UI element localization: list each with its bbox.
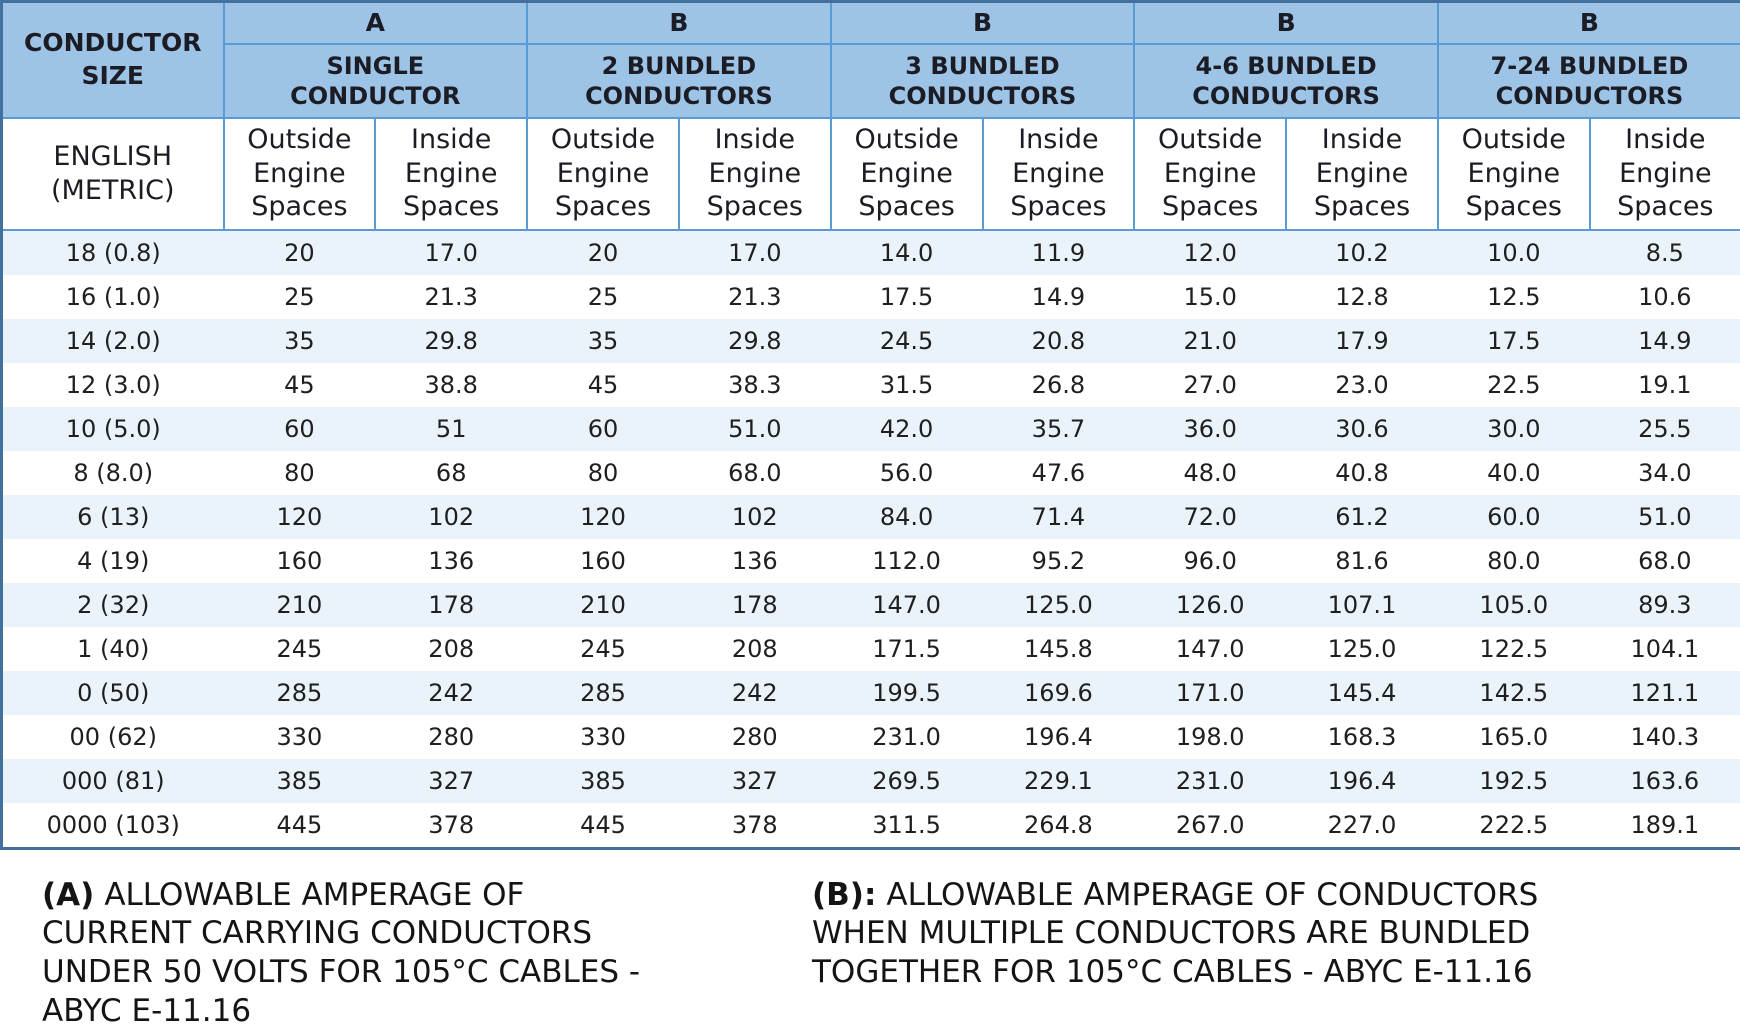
footnote-b-prefix: (B):	[812, 877, 876, 913]
amperage-cell: 147.0	[831, 583, 983, 627]
amperage-cell: 12.0	[1134, 230, 1286, 275]
amperage-cell: 171.5	[831, 627, 983, 671]
footnote-a-prefix: (A)	[42, 877, 94, 913]
amperage-cell: 125.0	[983, 583, 1135, 627]
amperage-cell: 140.3	[1590, 715, 1740, 759]
amperage-cell: 163.6	[1590, 759, 1740, 803]
amperage-cell: 21.3	[679, 275, 831, 319]
amperage-cell: 280	[375, 715, 527, 759]
table-row	[2, 230, 1740, 275]
amperage-cell: 29.8	[679, 319, 831, 363]
amperage-cell: 19.1	[1590, 363, 1740, 407]
sub-header-4-outside: Outside Engine Spaces	[1134, 118, 1286, 230]
amperage-cell: 47.6	[983, 451, 1135, 495]
amperage-cell: 210	[527, 583, 679, 627]
table-row	[2, 407, 1740, 451]
footnote-a	[42, 876, 682, 1031]
amperage-cell: 38.8	[375, 363, 527, 407]
amperage-cell: 17.5	[1438, 319, 1590, 363]
amperage-cell: 120	[224, 495, 376, 539]
amperage-cell: 120	[527, 495, 679, 539]
amperage-cell: 40.0	[1438, 451, 1590, 495]
amperage-cell: 12.5	[1438, 275, 1590, 319]
table-row	[2, 539, 1740, 583]
amperage-cell: 107.1	[1286, 583, 1438, 627]
amperage-cell: 25	[527, 275, 679, 319]
amperage-cell: 80	[527, 451, 679, 495]
group-letter-4: B	[1134, 2, 1438, 44]
amperage-cell: 40.8	[1286, 451, 1438, 495]
table-row	[2, 715, 1740, 759]
amperage-cell: 210	[224, 583, 376, 627]
amperage-cell: 45	[224, 363, 376, 407]
amperage-cell: 311.5	[831, 803, 983, 849]
amperage-cell: 68.0	[679, 451, 831, 495]
amperage-cell: 10.2	[1286, 230, 1438, 275]
amperage-cell: 11.9	[983, 230, 1135, 275]
amperage-cell: 72.0	[1134, 495, 1286, 539]
amperage-cell: 327	[375, 759, 527, 803]
conductor-size-cell: 2 (32)	[2, 583, 224, 627]
amperage-cell: 21.0	[1134, 319, 1286, 363]
sub-header-2-outside: Outside Engine Spaces	[527, 118, 679, 230]
amperage-cell: 136	[679, 539, 831, 583]
group-name-4: 4-6 BUNDLED CONDUCTORS	[1134, 44, 1438, 118]
amperage-cell: 189.1	[1590, 803, 1740, 849]
amperage-cell: 199.5	[831, 671, 983, 715]
amperage-cell: 245	[527, 627, 679, 671]
amperage-cell: 89.3	[1590, 583, 1740, 627]
amperage-cell: 56.0	[831, 451, 983, 495]
amperage-cell: 231.0	[1134, 759, 1286, 803]
amperage-cell: 178	[679, 583, 831, 627]
amperage-cell: 222.5	[1438, 803, 1590, 849]
conductor-size-cell: 10 (5.0)	[2, 407, 224, 451]
amperage-cell: 60	[224, 407, 376, 451]
amperage-cell: 36.0	[1134, 407, 1286, 451]
amperage-cell: 23.0	[1286, 363, 1438, 407]
amperage-cell: 10.0	[1438, 230, 1590, 275]
amperage-cell: 196.4	[983, 715, 1135, 759]
sub-header-3-outside: Outside Engine Spaces	[831, 118, 983, 230]
amperage-cell: 264.8	[983, 803, 1135, 849]
table-row	[2, 319, 1740, 363]
table-row	[2, 627, 1740, 671]
group-names-row	[2, 44, 1740, 118]
conductor-size-cell: 16 (1.0)	[2, 275, 224, 319]
amperage-cell: 25	[224, 275, 376, 319]
table-row	[2, 275, 1740, 319]
amperage-cell: 160	[527, 539, 679, 583]
amperage-cell: 330	[224, 715, 376, 759]
amperage-cell: 142.5	[1438, 671, 1590, 715]
group-letter-3: B	[831, 2, 1135, 44]
footnote-b-text: ALLOWABLE AMPERAGE OF CONDUCTORS WHEN MULTIPLE CONDUCTORS ARE BUNDLED TOGETHER FOR 105°C CABLES - ABYC E-11.16	[812, 877, 1538, 991]
amperage-cell: 35.7	[983, 407, 1135, 451]
conductor-size-cell: 0000 (103)	[2, 803, 224, 849]
amperage-cell: 51.0	[679, 407, 831, 451]
amperage-cell: 145.4	[1286, 671, 1438, 715]
amperage-cell: 208	[375, 627, 527, 671]
sub-header-1-outside: Outside Engine Spaces	[224, 118, 376, 230]
amperage-cell: 80.0	[1438, 539, 1590, 583]
amperage-cell: 80	[224, 451, 376, 495]
amperage-cell: 14.9	[983, 275, 1135, 319]
amperage-cell: 102	[679, 495, 831, 539]
group-name-5: 7-24 BUNDLED CONDUCTORS	[1438, 44, 1740, 118]
amperage-cell: 12.8	[1286, 275, 1438, 319]
amperage-cell: 71.4	[983, 495, 1135, 539]
table-row	[2, 803, 1740, 849]
amperage-cell: 35	[527, 319, 679, 363]
group-letter-5: B	[1438, 2, 1740, 44]
amperage-cell: 160	[224, 539, 376, 583]
sub-header-3-inside: Inside Engine Spaces	[983, 118, 1135, 230]
amperage-cell: 29.8	[375, 319, 527, 363]
amperage-cell: 48.0	[1134, 451, 1286, 495]
amperage-cell: 269.5	[831, 759, 983, 803]
amperage-cell: 24.5	[831, 319, 983, 363]
amperage-cell: 285	[224, 671, 376, 715]
amperage-cell: 95.2	[983, 539, 1135, 583]
group-name-1: SINGLE CONDUCTOR	[224, 44, 528, 118]
amperage-cell: 27.0	[1134, 363, 1286, 407]
amperage-cell: 165.0	[1438, 715, 1590, 759]
amperage-cell: 17.0	[375, 230, 527, 275]
amperage-cell: 20	[224, 230, 376, 275]
amperage-cell: 227.0	[1286, 803, 1438, 849]
amperage-cell: 196.4	[1286, 759, 1438, 803]
amperage-cell: 112.0	[831, 539, 983, 583]
table-body	[2, 230, 1740, 849]
amperage-cell: 17.5	[831, 275, 983, 319]
amperage-cell: 171.0	[1134, 671, 1286, 715]
amperage-cell: 17.0	[679, 230, 831, 275]
amperage-cell: 96.0	[1134, 539, 1286, 583]
conductor-size-cell: 000 (81)	[2, 759, 224, 803]
amperage-cell: 229.1	[983, 759, 1135, 803]
conductor-size-cell: 18 (0.8)	[2, 230, 224, 275]
amperage-cell: 60.0	[1438, 495, 1590, 539]
conductor-size-cell: 12 (3.0)	[2, 363, 224, 407]
table-row	[2, 363, 1740, 407]
amperage-cell: 378	[375, 803, 527, 849]
group-letters-row	[2, 2, 1740, 44]
english-metric-header: ENGLISH (METRIC)	[2, 118, 224, 230]
amperage-cell: 35	[224, 319, 376, 363]
sub-header-2-inside: Inside Engine Spaces	[679, 118, 831, 230]
amperage-cell: 68	[375, 451, 527, 495]
amperage-cell: 178	[375, 583, 527, 627]
conductor-size-cell: 0 (50)	[2, 671, 224, 715]
conductor-size-cell: 4 (19)	[2, 539, 224, 583]
amperage-cell: 126.0	[1134, 583, 1286, 627]
amperage-cell: 60	[527, 407, 679, 451]
amperage-cell: 385	[527, 759, 679, 803]
amperage-cell: 147.0	[1134, 627, 1286, 671]
amperage-cell: 208	[679, 627, 831, 671]
sub-headers-row	[2, 118, 1740, 230]
group-letter-2: B	[527, 2, 831, 44]
table-row	[2, 495, 1740, 539]
amperage-cell: 169.6	[983, 671, 1135, 715]
group-name-2: 2 BUNDLED CONDUCTORS	[527, 44, 831, 118]
amperage-cell: 38.3	[679, 363, 831, 407]
amperage-cell: 68.0	[1590, 539, 1740, 583]
conductor-size-header: CONDUCTOR SIZE	[2, 2, 224, 118]
amperage-cell: 245	[224, 627, 376, 671]
amperage-cell: 20.8	[983, 319, 1135, 363]
amperage-cell: 31.5	[831, 363, 983, 407]
amperage-cell: 242	[679, 671, 831, 715]
conductor-size-cell: 1 (40)	[2, 627, 224, 671]
amperage-cell: 26.8	[983, 363, 1135, 407]
amperage-cell: 25.5	[1590, 407, 1740, 451]
table-row	[2, 583, 1740, 627]
amperage-cell: 81.6	[1286, 539, 1438, 583]
amperage-cell: 45	[527, 363, 679, 407]
amperage-cell: 22.5	[1438, 363, 1590, 407]
sub-header-4-inside: Inside Engine Spaces	[1286, 118, 1438, 230]
amperage-cell: 285	[527, 671, 679, 715]
amperage-cell: 30.0	[1438, 407, 1590, 451]
amperage-cell: 51	[375, 407, 527, 451]
amperage-cell: 21.3	[375, 275, 527, 319]
amperage-cell: 330	[527, 715, 679, 759]
table-row	[2, 671, 1740, 715]
amperage-cell: 231.0	[831, 715, 983, 759]
amperage-cell: 121.1	[1590, 671, 1740, 715]
amperage-cell: 84.0	[831, 495, 983, 539]
amperage-cell: 104.1	[1590, 627, 1740, 671]
amperage-cell: 242	[375, 671, 527, 715]
table-row	[2, 759, 1740, 803]
amperage-cell: 445	[224, 803, 376, 849]
conductor-size-cell: 14 (2.0)	[2, 319, 224, 363]
amperage-cell: 61.2	[1286, 495, 1438, 539]
amperage-cell: 14.9	[1590, 319, 1740, 363]
amperage-cell: 192.5	[1438, 759, 1590, 803]
conductor-size-cell: 8 (8.0)	[2, 451, 224, 495]
amperage-cell: 122.5	[1438, 627, 1590, 671]
amperage-cell: 30.6	[1286, 407, 1438, 451]
amperage-cell: 385	[224, 759, 376, 803]
amperage-cell: 14.0	[831, 230, 983, 275]
sub-header-5-inside: Inside Engine Spaces	[1590, 118, 1740, 230]
amperage-cell: 445	[527, 803, 679, 849]
amperage-cell: 267.0	[1134, 803, 1286, 849]
amperage-cell: 378	[679, 803, 831, 849]
amperage-cell: 125.0	[1286, 627, 1438, 671]
amperage-cell: 145.8	[983, 627, 1135, 671]
amperage-cell: 102	[375, 495, 527, 539]
conductor-size-cell: 6 (13)	[2, 495, 224, 539]
amperage-cell: 8.5	[1590, 230, 1740, 275]
group-name-3: 3 BUNDLED CONDUCTORS	[831, 44, 1135, 118]
footnote-b	[812, 876, 1552, 992]
amperage-cell: 105.0	[1438, 583, 1590, 627]
conductor-size-cell: 00 (62)	[2, 715, 224, 759]
amperage-cell: 34.0	[1590, 451, 1740, 495]
amperage-cell: 51.0	[1590, 495, 1740, 539]
amperage-cell: 280	[679, 715, 831, 759]
footnote-a-text: ALLOWABLE AMPERAGE OF CURRENT CARRYING CONDUCTORS UNDER 50 VOLTS FOR 105°C CABLES - ABYC E-11.16	[42, 877, 640, 1029]
amperage-cell: 168.3	[1286, 715, 1438, 759]
amperage-cell: 136	[375, 539, 527, 583]
amperage-cell: 17.9	[1286, 319, 1438, 363]
amperage-cell: 42.0	[831, 407, 983, 451]
amperage-cell: 327	[679, 759, 831, 803]
sub-header-5-outside: Outside Engine Spaces	[1438, 118, 1590, 230]
amperage-cell: 10.6	[1590, 275, 1740, 319]
sub-header-1-inside: Inside Engine Spaces	[375, 118, 527, 230]
amperage-cell: 15.0	[1134, 275, 1286, 319]
amperage-cell: 20	[527, 230, 679, 275]
amperage-cell: 198.0	[1134, 715, 1286, 759]
table-row	[2, 451, 1740, 495]
footnotes	[0, 850, 1740, 1031]
group-letter-1: A	[224, 2, 528, 44]
